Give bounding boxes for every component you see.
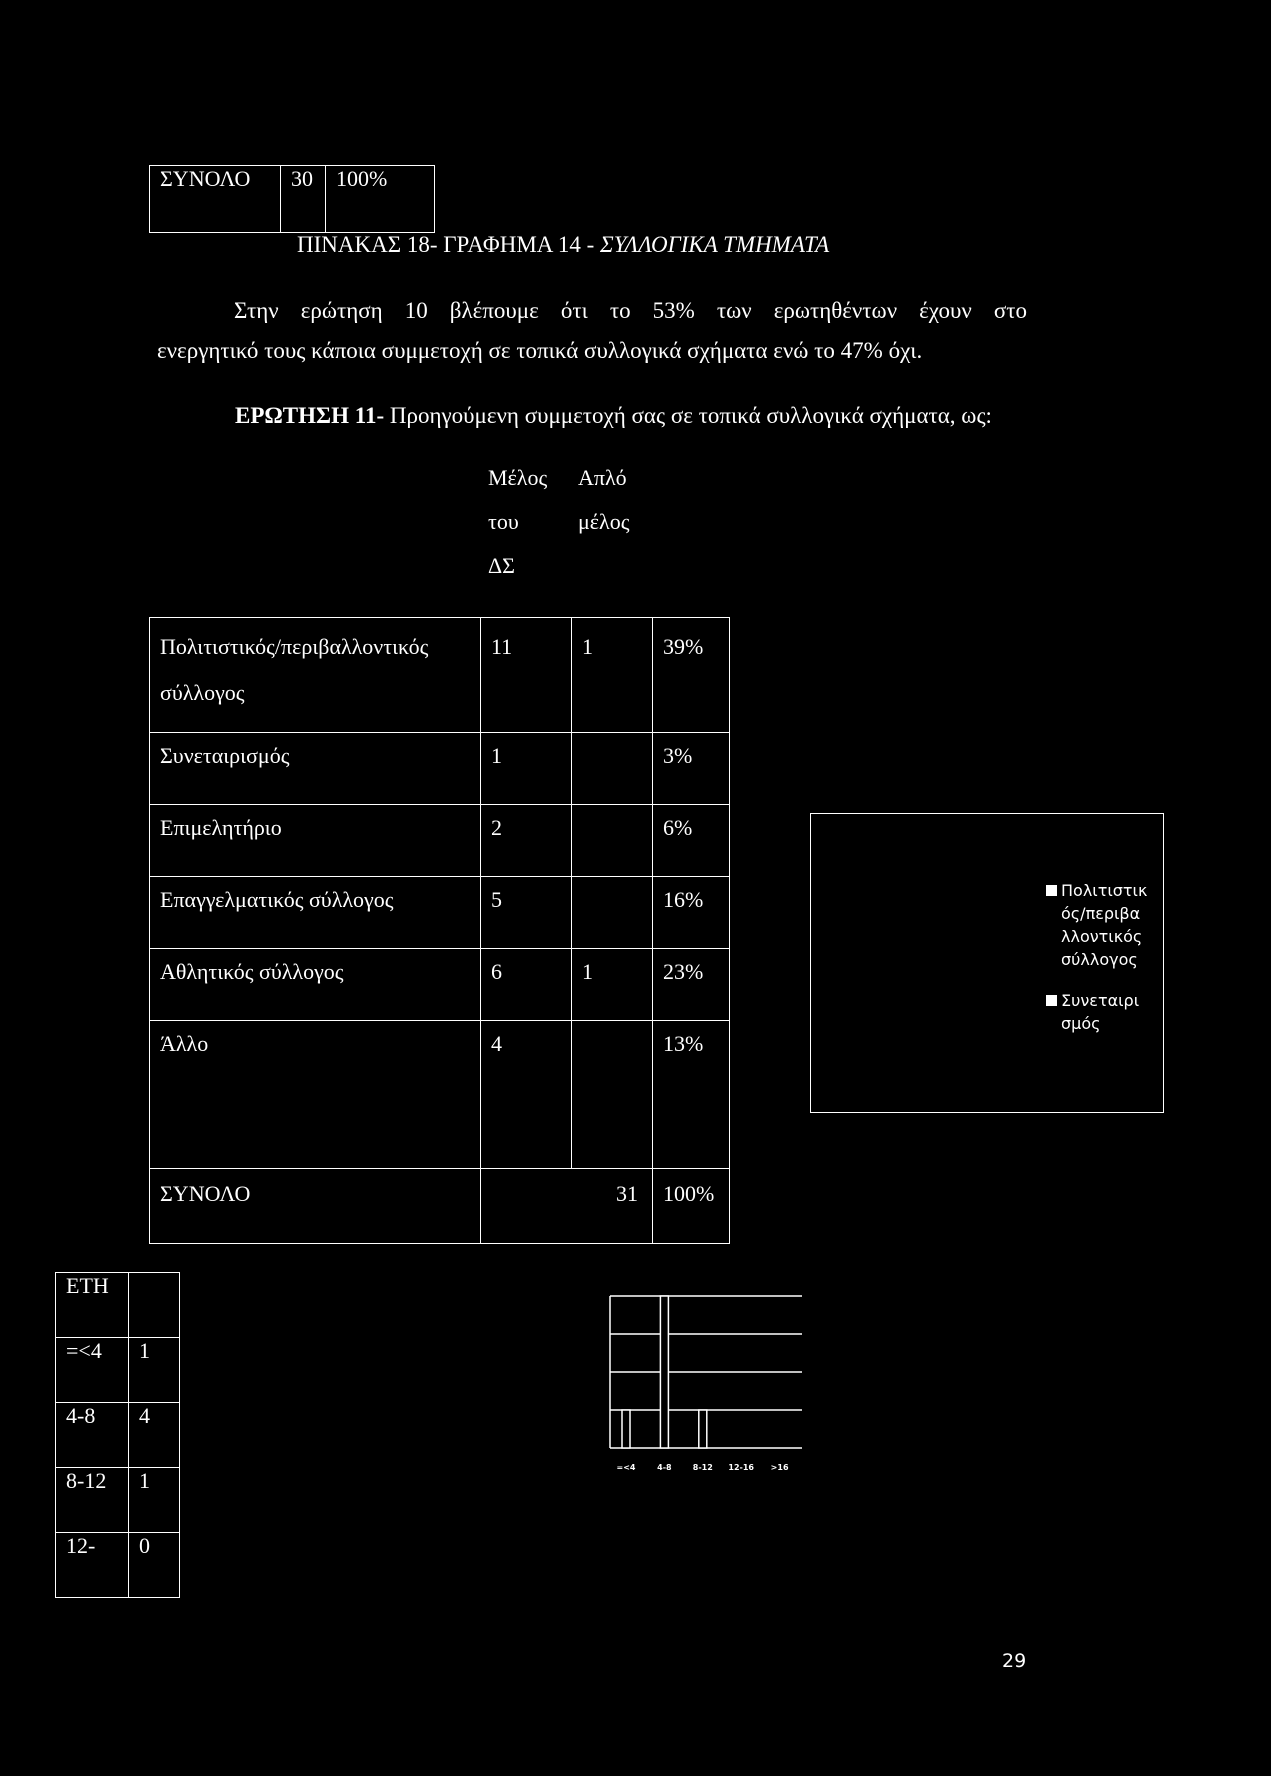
row-board: 2 [481,805,572,877]
row-percent: 13% [653,1021,730,1169]
page-number: 29 [1002,1650,1027,1672]
bar [660,1296,668,1448]
total-summary-table [149,165,435,233]
years-bar-chart [600,1288,810,1478]
row-label: Αθλητικός σύλλογος [150,949,481,1021]
table-row [150,1021,730,1169]
years-value: 4 [129,1403,180,1468]
row-simple: 1 [572,949,653,1021]
years-range: 12- [56,1533,129,1598]
header-simple-member [578,456,629,544]
x-tick-label: 8-12 [692,1463,713,1472]
row-board: 6 [481,949,572,1021]
table-row [150,618,730,733]
table-row [56,1338,180,1403]
total-row-label: ΣΥΝΟΛΟ [150,1169,481,1244]
table-row [56,1403,180,1468]
row-board: 4 [481,1021,572,1169]
years-value: 1 [129,1338,180,1403]
question-heading [235,403,992,429]
x-tick-label: >16 [770,1463,789,1472]
caption-prefix: ΠΙΝΑΚΑΣ 18- ΓΡΑΦΗΜΑ 14 - [297,232,601,257]
x-tick-label: =<4 [616,1463,636,1472]
years-range: =<4 [56,1338,129,1403]
years-range: 4-8 [56,1403,129,1468]
row-simple [572,877,653,949]
legend-label: Συνεταιρι σμός [1061,991,1140,1033]
table-row [56,1468,180,1533]
years-range: 8-12 [56,1468,129,1533]
question-number: ΕΡΩΤΗΣΗ 11- [235,403,385,428]
row-percent: 3% [653,733,730,805]
total-row-count: 31 [481,1169,653,1244]
row-label: Επιμελητήριο [150,805,481,877]
row-simple [572,805,653,877]
header-board-line-2: του [488,509,519,534]
bar [699,1410,707,1448]
legend-swatch-icon [1046,885,1057,896]
bar [622,1410,630,1448]
row-board: 1 [481,733,572,805]
header-board-line-3: ΔΣ [488,553,515,578]
question-text: Προηγούμενη συμμετοχή σας σε τοπικά συλλογικά σχήματα, ως: [384,403,992,428]
row-simple [572,733,653,805]
row-label: Πολιτιστικός/περιβαλλοντικός σύλλογος [150,618,481,733]
row-board: 5 [481,877,572,949]
total-percent: 100% [326,166,435,233]
participation-table [149,617,730,1244]
x-tick-label: 12-16 [728,1463,754,1472]
table-row [150,949,730,1021]
total-label: ΣΥΝΟΛΟ [150,166,281,233]
header-simple-line-2: μέλος [578,509,630,534]
header-board-line-1: Μέλος [488,465,548,490]
total-row-percent: 100% [653,1169,730,1244]
years-header-row [56,1273,180,1338]
header-simple-line-1: Απλό [578,465,627,490]
row-simple [572,1021,653,1169]
row-percent: 39% [653,618,730,733]
row-label: Συνεταιρισμός [150,733,481,805]
x-tick-label: 4-8 [657,1463,672,1472]
table-row [150,733,730,805]
years-value: 1 [129,1468,180,1533]
years-header: ΕΤΗ [56,1273,129,1338]
table-row [150,805,730,877]
row-simple: 1 [572,618,653,733]
row-percent: 23% [653,949,730,1021]
legend-label: Πολιτιστικ ός/περιβα λλοντικός σύλλογος [1061,881,1148,969]
row-percent: 6% [653,805,730,877]
caption-italic: ΣΥΛΛΟΓΙΚΑ ΤΜΗΜΑΤΑ [600,232,830,257]
total-count: 30 [281,166,326,233]
results-paragraph [157,291,1027,371]
row-label: Άλλο [150,1021,481,1169]
row-percent: 16% [653,877,730,949]
years-table [55,1272,180,1598]
table-total-row [150,1169,730,1244]
paragraph-line-2: ενεργητικό τους κάποια συμμετοχή σε τοπικά συλλογικά σχήματα ενώ το 47% όχι. [157,338,923,363]
header-board-member [488,456,547,588]
years-value: 0 [129,1533,180,1598]
row-label: Επαγγελματικός σύλλογος [150,877,481,949]
table-row [150,877,730,949]
row-board: 11 [481,618,572,733]
table-caption [297,232,829,258]
legend-swatch-icon [1046,995,1057,1006]
paragraph-line-1: Στην ερώτηση 10 βλέπουμε ότι το 53% των ερωτηθέντων έχουν στο [234,298,1027,323]
table-row [56,1533,180,1598]
pie-chart-frame [810,813,1164,1113]
